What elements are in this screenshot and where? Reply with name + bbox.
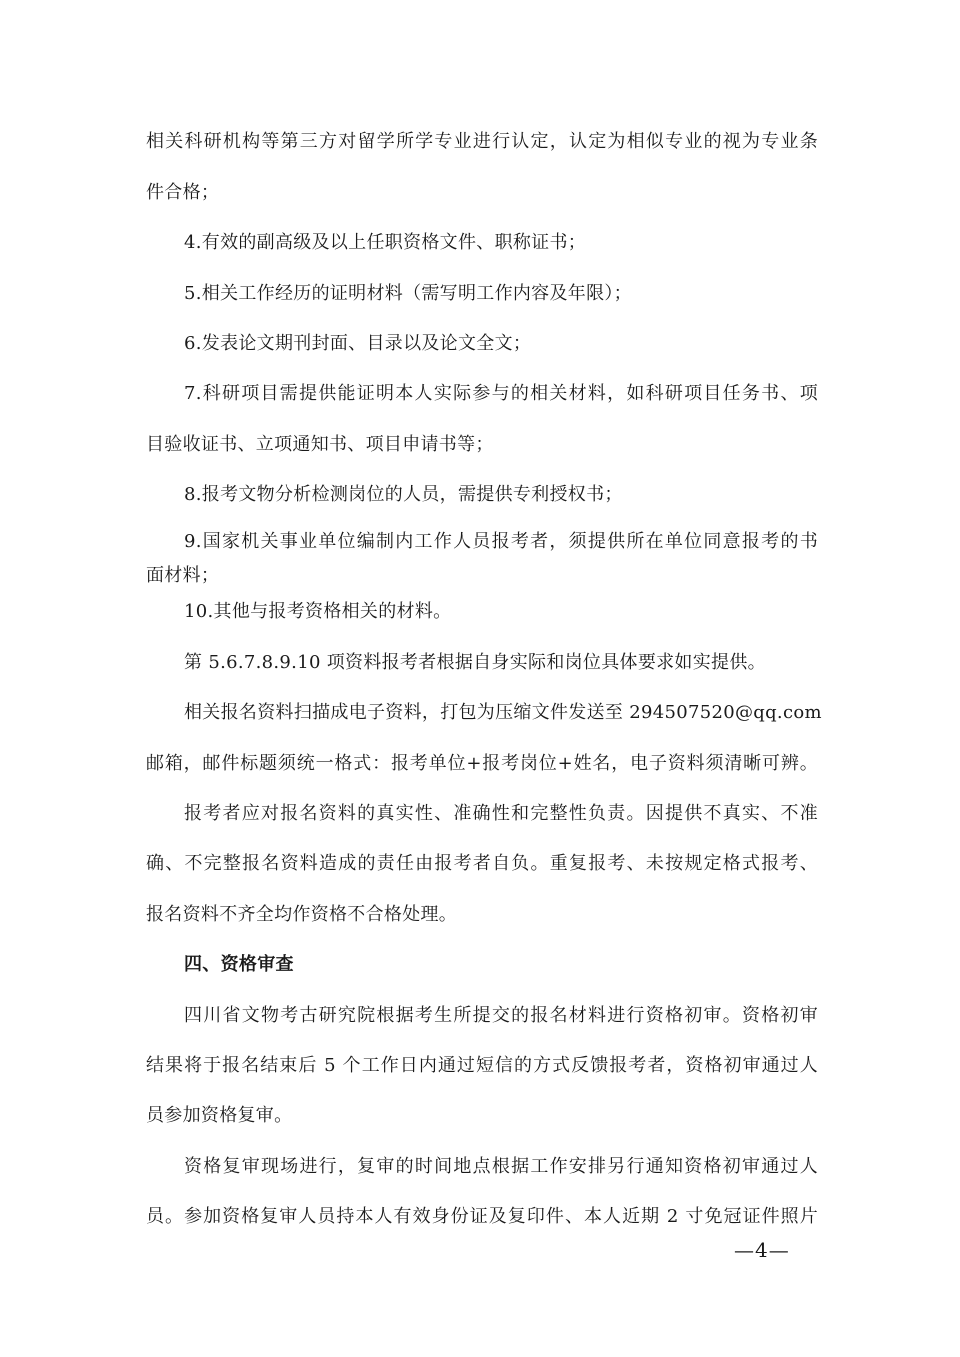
paragraph-line: 邮箱，邮件标题须统一格式：报考单位+报考岗位+姓名，电子资料须清晰可辨。 bbox=[146, 753, 818, 774]
list-item: 7.科研项目需提供能证明本人实际参与的相关材料，如科研项目任务书、项 bbox=[184, 383, 818, 404]
list-item: 9.国家机关事业单位编制内工作人员报考者，须提供所在单位同意报考的书 bbox=[184, 531, 818, 552]
paragraph-line: 资格复审现场进行，复审的时间地点根据工作安排另行通知资格初审通过人 bbox=[184, 1156, 818, 1177]
paragraph-line: 四川省文物考古研究院根据考生所提交的报名材料进行资格初审。资格初审 bbox=[184, 1005, 818, 1026]
section-heading: 四、资格审查 bbox=[184, 954, 294, 975]
list-item: 5.相关工作经历的证明材料（需写明工作内容及年限）； bbox=[184, 283, 632, 304]
list-item: 8.报考文物分析检测岗位的人员，需提供专利授权书； bbox=[184, 484, 623, 505]
paragraph-line: 确、不完整报名资料造成的责任由报考者自负。重复报考、未按规定格式报考、 bbox=[146, 853, 818, 874]
paragraph-line: 相关报名资料扫描成电子资料，打包为压缩文件发送至 294507520@qq.com bbox=[184, 702, 822, 723]
paragraph-line: 结果将于报名结束后 5 个工作日内通过短信的方式反馈报考者，资格初审通过人 bbox=[146, 1055, 818, 1076]
list-item: 4.有效的副高级及以上任职资格文件、职称证书； bbox=[184, 232, 587, 253]
list-item: 10.其他与报考资格相关的材料。 bbox=[184, 601, 452, 622]
paragraph-line: 报名资料不齐全均作资格不合格处理。 bbox=[146, 904, 458, 925]
paragraph-line: 员。参加资格复审人员持本人有效身份证及复印件、本人近期 2 寸免冠证件照片 bbox=[146, 1206, 818, 1227]
list-item: 6.发表论文期刊封面、目录以及论文全文； bbox=[184, 333, 532, 354]
paragraph-line: 员参加资格复审。 bbox=[146, 1105, 293, 1126]
paragraph-line: 第 5.6.7.8.9.10 项资料报考者根据自身实际和岗位具体要求如实提供。 bbox=[184, 652, 766, 673]
paragraph-line: 目验收证书、立项通知书、项目申请书等； bbox=[146, 434, 494, 455]
paragraph-line: 面材料； bbox=[146, 565, 220, 586]
paragraph-line: 报考者应对报名资料的真实性、准确性和完整性负责。因提供不真实、不准 bbox=[184, 803, 818, 824]
paragraph-line: 相关科研机构等第三方对留学所学专业进行认定，认定为相似专业的视为专业条 bbox=[146, 131, 818, 152]
paragraph-line: 件合格； bbox=[146, 182, 220, 203]
page-number: —4— bbox=[734, 1238, 790, 1262]
